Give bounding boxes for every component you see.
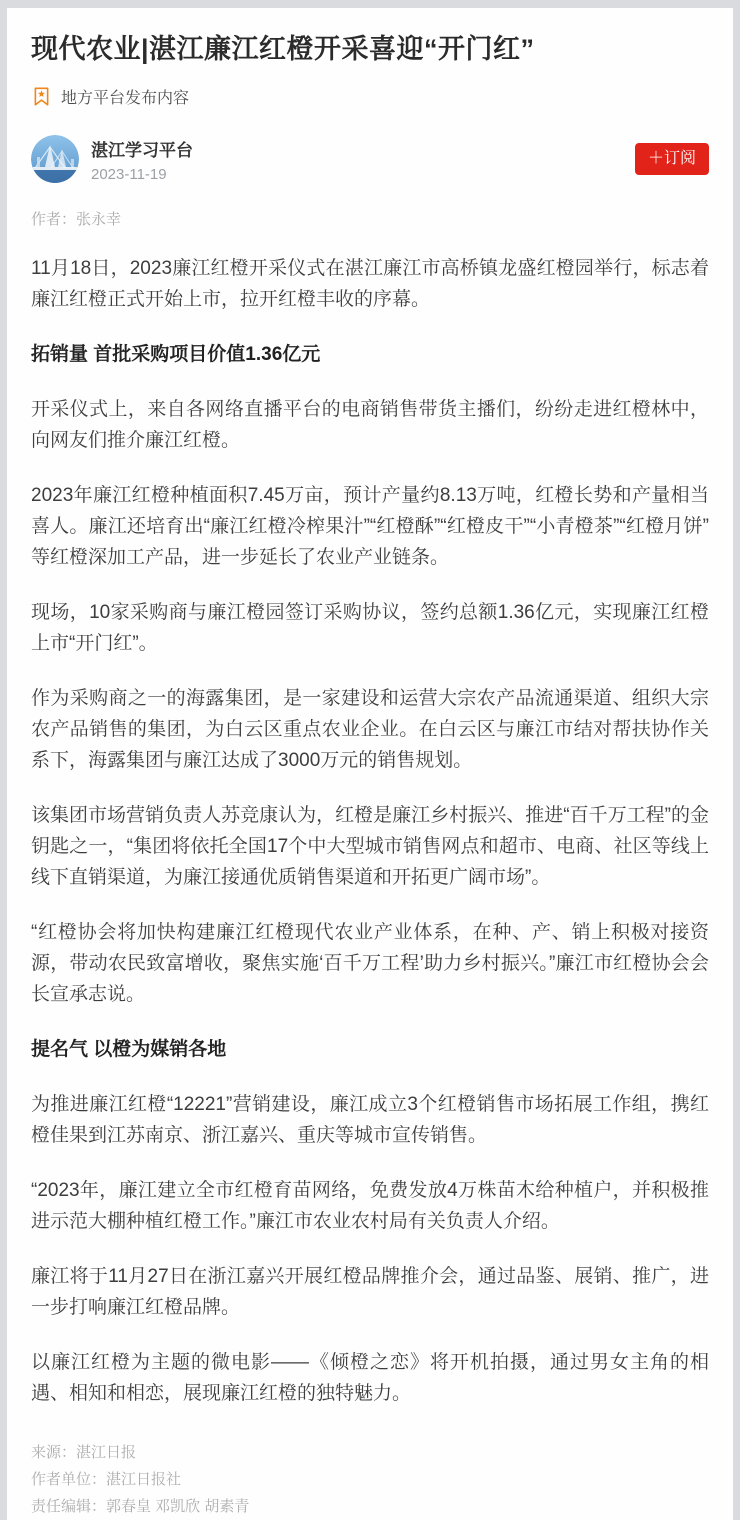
bookmark-star-icon [31, 86, 52, 107]
publisher-name[interactable]: 湛江学习平台 [91, 140, 193, 160]
subscribe-button[interactable]: ＋订阅 [635, 143, 709, 175]
article-paragraph: 为推进廉江红橙“12221”营销建设，廉江成立3个红橙销售市场拓展工作组，携红橙佳果到江苏南京、浙江嘉兴、重庆等城市宣传销售。 [31, 1094, 709, 1146]
article-paragraph: 11月18日，2023廉江红橙开采仪式在湛江廉江市高桥镇龙盛红橙园举行，标志着廉江红橙正式开始上市，拉开红橙丰收的序幕。 [31, 258, 709, 310]
zhanjiang-bridge-avatar[interactable] [31, 135, 79, 183]
author-line: 作者：张永幸 [31, 211, 122, 228]
section-heading: 拓销量 首批采购项目价值1.36亿元 [31, 344, 321, 365]
publisher-row [31, 135, 709, 183]
author-unit-line: 作者单位：湛江日报社 [31, 1471, 182, 1488]
article-paragraph: 开采仪式上，来自各网络直播平台的电商销售带货主播们，纷纷走进红橙林中，向网友们推介廉江红橙。 [31, 399, 709, 451]
article-paragraph: 2023年廉江红橙种植面积7.45万亩，预计产量约8.13万吨，红橙长势和产量相当喜人。廉江还培育出“廉江红橙冷榨果汁”“红橙酥”“红橙皮干”“小青橙茶”“红橙月饼”等红橙深加工产品，进一步延长了农业产业链条。 [31, 485, 709, 568]
platform-badge [31, 85, 709, 108]
section-heading: 提名气 以橙为媒销各地 [31, 1039, 227, 1060]
article-paragraph: 廉江将于11月27日在浙江嘉兴开展红橙品牌推介会，通过品鉴、展销、推广，进一步打响廉江红橙品牌。 [31, 1266, 709, 1318]
platform-badge-label: 地方平台发布内容 [61, 90, 190, 107]
article-paragraph: 该集团市场营销负责人苏竞康认为，红橙是廉江乡村振兴、推进“百千万工程”的金钥匙之一，“集团将依托全国17个中大型城市销售网点和超市、电商、社区等线上线下直销渠道，为廉江接通优质销售渠道和开拓更广阔市场”。 [31, 805, 709, 888]
editors-line: 责任编辑：郭春皇 邓凯欣 胡素青 [31, 1498, 250, 1515]
article-paragraph: “红橙协会将加快构建廉江红橙现代农业产业体系，在种、产、销上积极对接资源，带动农民致富增收，聚焦实施‘百千万工程’助力乡村振兴。”廉江市红橙协会会长宣承志说。 [31, 922, 709, 1005]
source-line: 来源：湛江日报 [31, 1444, 137, 1461]
publisher-info[interactable] [91, 136, 193, 183]
article-card [7, 8, 733, 1520]
article-body [31, 253, 709, 1409]
page-title: 现代农业|湛江廉江红橙开采喜迎“开门红” [31, 34, 535, 64]
article-paragraph: “2023年，廉江建立全市红橙育苗网络，免费发放4万株苗木给种植户，并积极推进示范大棚种植红橙工作。”廉江市农业农村局有关负责人介绍。 [31, 1180, 709, 1232]
article-paragraph: 现场，10家采购商与廉江橙园签订采购协议，签约总额1.36亿元，实现廉江红橙上市“开门红”。 [31, 602, 709, 654]
article-paragraph: 作为采购商之一的海露集团，是一家建设和运营大宗农产品流通渠道、组织大宗农产品销售的集团，为白云区重点农业企业。在白云区与廉江市结对帮扶协作关系下，海露集团与廉江达成了3000万元的销售规划。 [31, 688, 709, 771]
publish-date: 2023-11-19 [91, 165, 167, 183]
article-paragraph: 以廉江红橙为主题的微电影——《倾橙之恋》将开机拍摄，通过男女主角的相遇、相知和相恋，展现廉江红橙的独特魅力。 [31, 1352, 709, 1404]
article-footer [31, 1439, 709, 1520]
